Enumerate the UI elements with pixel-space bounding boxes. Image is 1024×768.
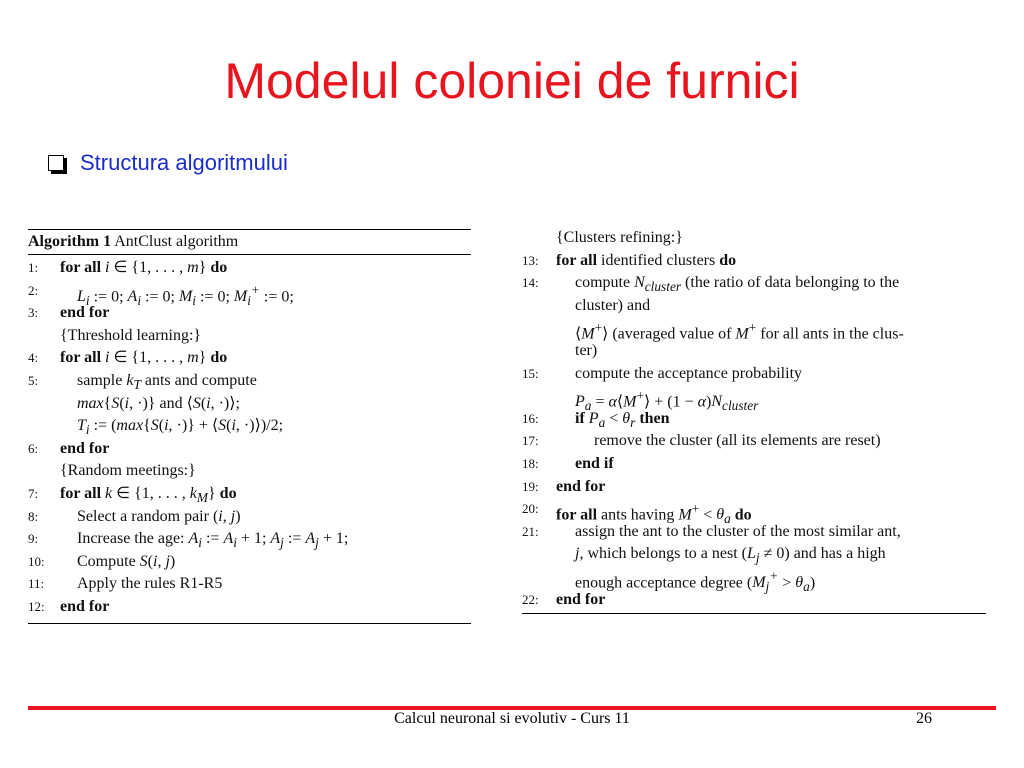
algorithm-line (28, 302, 471, 325)
algorithm-line (28, 370, 471, 393)
line-number: 9: (28, 531, 39, 547)
line-text: $L_i$ := 0; $A_i$ := 0; $M_i$ := 0; $M_i^+$ := 0; (77, 282, 294, 309)
algorithm-line (28, 528, 471, 551)
line-number: 15: (522, 365, 539, 381)
algorithm-line (522, 589, 986, 612)
algorithm-line (522, 498, 986, 527)
line-number: 22: (522, 591, 539, 607)
line-number: 19: (522, 478, 539, 494)
algorithm-line (522, 317, 986, 343)
line-number: 11: (28, 576, 45, 592)
algorithm-line (522, 521, 986, 544)
algorithm-line (28, 596, 471, 619)
algorithm-line (522, 340, 986, 363)
line-text: $T_i$ := (max{S(i, ·)} + ⟨S(i, ·)⟩)/2; (77, 417, 284, 438)
algorithm-line (522, 476, 986, 499)
line-text: compute the acceptance probability (575, 364, 803, 382)
algorithm-line (522, 430, 986, 453)
line-number: 5: (28, 372, 39, 388)
algorithm-line (522, 453, 986, 476)
line-number: 2: (28, 282, 39, 298)
line-text: max{S(i, ·)} and ⟨S(i, ·)⟩; (77, 394, 240, 412)
algorithm-line (28, 393, 471, 416)
line-number: 18: (522, 455, 539, 471)
algorithm-left (28, 229, 471, 624)
line-number: 6: (28, 440, 39, 456)
line-number: 7: (28, 485, 39, 501)
footer-page-number: 26 (916, 710, 932, 727)
slide-title: Modelul coloniei de furnici (224, 53, 800, 109)
line-text: compute $N_{cluster}$ (the ratio of data belonging to the (575, 274, 900, 295)
line-number: 13: (522, 252, 539, 268)
line-text: for all identified clusters do (556, 251, 737, 269)
algorithm-line (28, 438, 471, 461)
algorithm-line (28, 573, 471, 596)
line-text: for all ants having $M^+ < \theta_a$ do (556, 501, 752, 527)
algorithm-line (28, 460, 471, 483)
line-text: end for (60, 304, 110, 322)
line-number: 4: (28, 350, 39, 366)
algorithm-line (28, 483, 471, 506)
line-text: $P_a$ = α⟨M+⟩ + $(1 - \alpha)N_{cluster}$ (575, 388, 759, 414)
line-number: 3: (28, 305, 39, 321)
line-text: j, which belongs to a nest $(L_j \ne 0)$ and has a high (575, 545, 886, 566)
line-text: for all i ∈ {1, . . . , m} do (60, 259, 228, 276)
line-text: {Random meetings:} (60, 462, 196, 480)
algorithm-right (522, 227, 986, 614)
line-text: ter) (575, 341, 598, 359)
line-text: Increase the age: $A_i$ := $A_i + 1$; $A_j$ := $A_j + 1$; (77, 530, 349, 551)
algorithm-line (522, 250, 986, 273)
algorithm-line (28, 415, 471, 438)
line-text: cluster) and (575, 296, 651, 314)
algorithm-line (522, 295, 986, 318)
checkbox-bullet-icon (48, 155, 64, 171)
algorithm-line (522, 566, 986, 595)
line-text: sample $k_T$ ants and compute (77, 371, 257, 393)
line-text: enough acceptance degree $(M_j^+ > \theta_a)$ (575, 568, 816, 595)
line-text: end for (60, 439, 110, 457)
line-number: 20: (522, 501, 539, 517)
algorithm-line (28, 506, 471, 529)
line-text: {Clusters refining:} (556, 229, 683, 246)
line-text: for all i ∈ {1, . . . , m} do (60, 349, 228, 367)
algorithm-caption-label: Algorithm 1 (28, 233, 112, 250)
algorithm-caption (28, 230, 471, 254)
line-text: ⟨M+⟩ (averaged value of M+ for all ants in the clus- (575, 320, 904, 343)
line-text: Apply the rules R1-R5 (77, 575, 223, 593)
algorithm-line (522, 363, 986, 386)
algorithm-line (28, 325, 471, 348)
line-number: 14: (522, 275, 539, 291)
algorithm-line (28, 280, 471, 309)
line-text: {Threshold learning:} (60, 326, 202, 344)
line-text: end for (556, 477, 606, 495)
line-number: 16: (522, 410, 539, 426)
algorithm-line (522, 272, 986, 295)
line-text: if $P_a < \theta_r$ then (575, 409, 670, 430)
line-text: end for (60, 597, 110, 615)
algorithm-line (522, 227, 986, 250)
algorithm-caption-title: AntClust algorithm (114, 233, 239, 250)
line-number: 10: (28, 553, 45, 569)
line-text: Compute S(i, j) (77, 552, 176, 570)
line-number: 17: (522, 433, 539, 449)
line-text: remove the cluster (all its elements are reset) (594, 432, 881, 450)
bullet-text: Structura algoritmului (80, 150, 288, 175)
line-text: for all k ∈ {1, . . . , $k_M$} do (60, 484, 237, 506)
algorithm-line (522, 543, 986, 566)
line-text: Select a random pair (i, j) (77, 507, 241, 525)
algorithm-line (28, 347, 471, 370)
line-text: end if (575, 454, 614, 472)
line-number: 8: (28, 508, 39, 524)
line-number: 1: (28, 260, 39, 275)
algorithm-line (28, 551, 471, 574)
algorithm-line (522, 385, 986, 414)
line-text: end for (556, 590, 606, 608)
algorithm-line (522, 408, 986, 431)
algorithm-line (28, 257, 471, 280)
line-number: 21: (522, 523, 539, 539)
line-number: 12: (28, 598, 45, 614)
line-text: assign the ant to the cluster of the most similar ant, (575, 522, 901, 540)
bullet-item (48, 150, 288, 176)
footer-course: Calcul neuronal si evolutiv - Curs 11 (394, 710, 630, 727)
